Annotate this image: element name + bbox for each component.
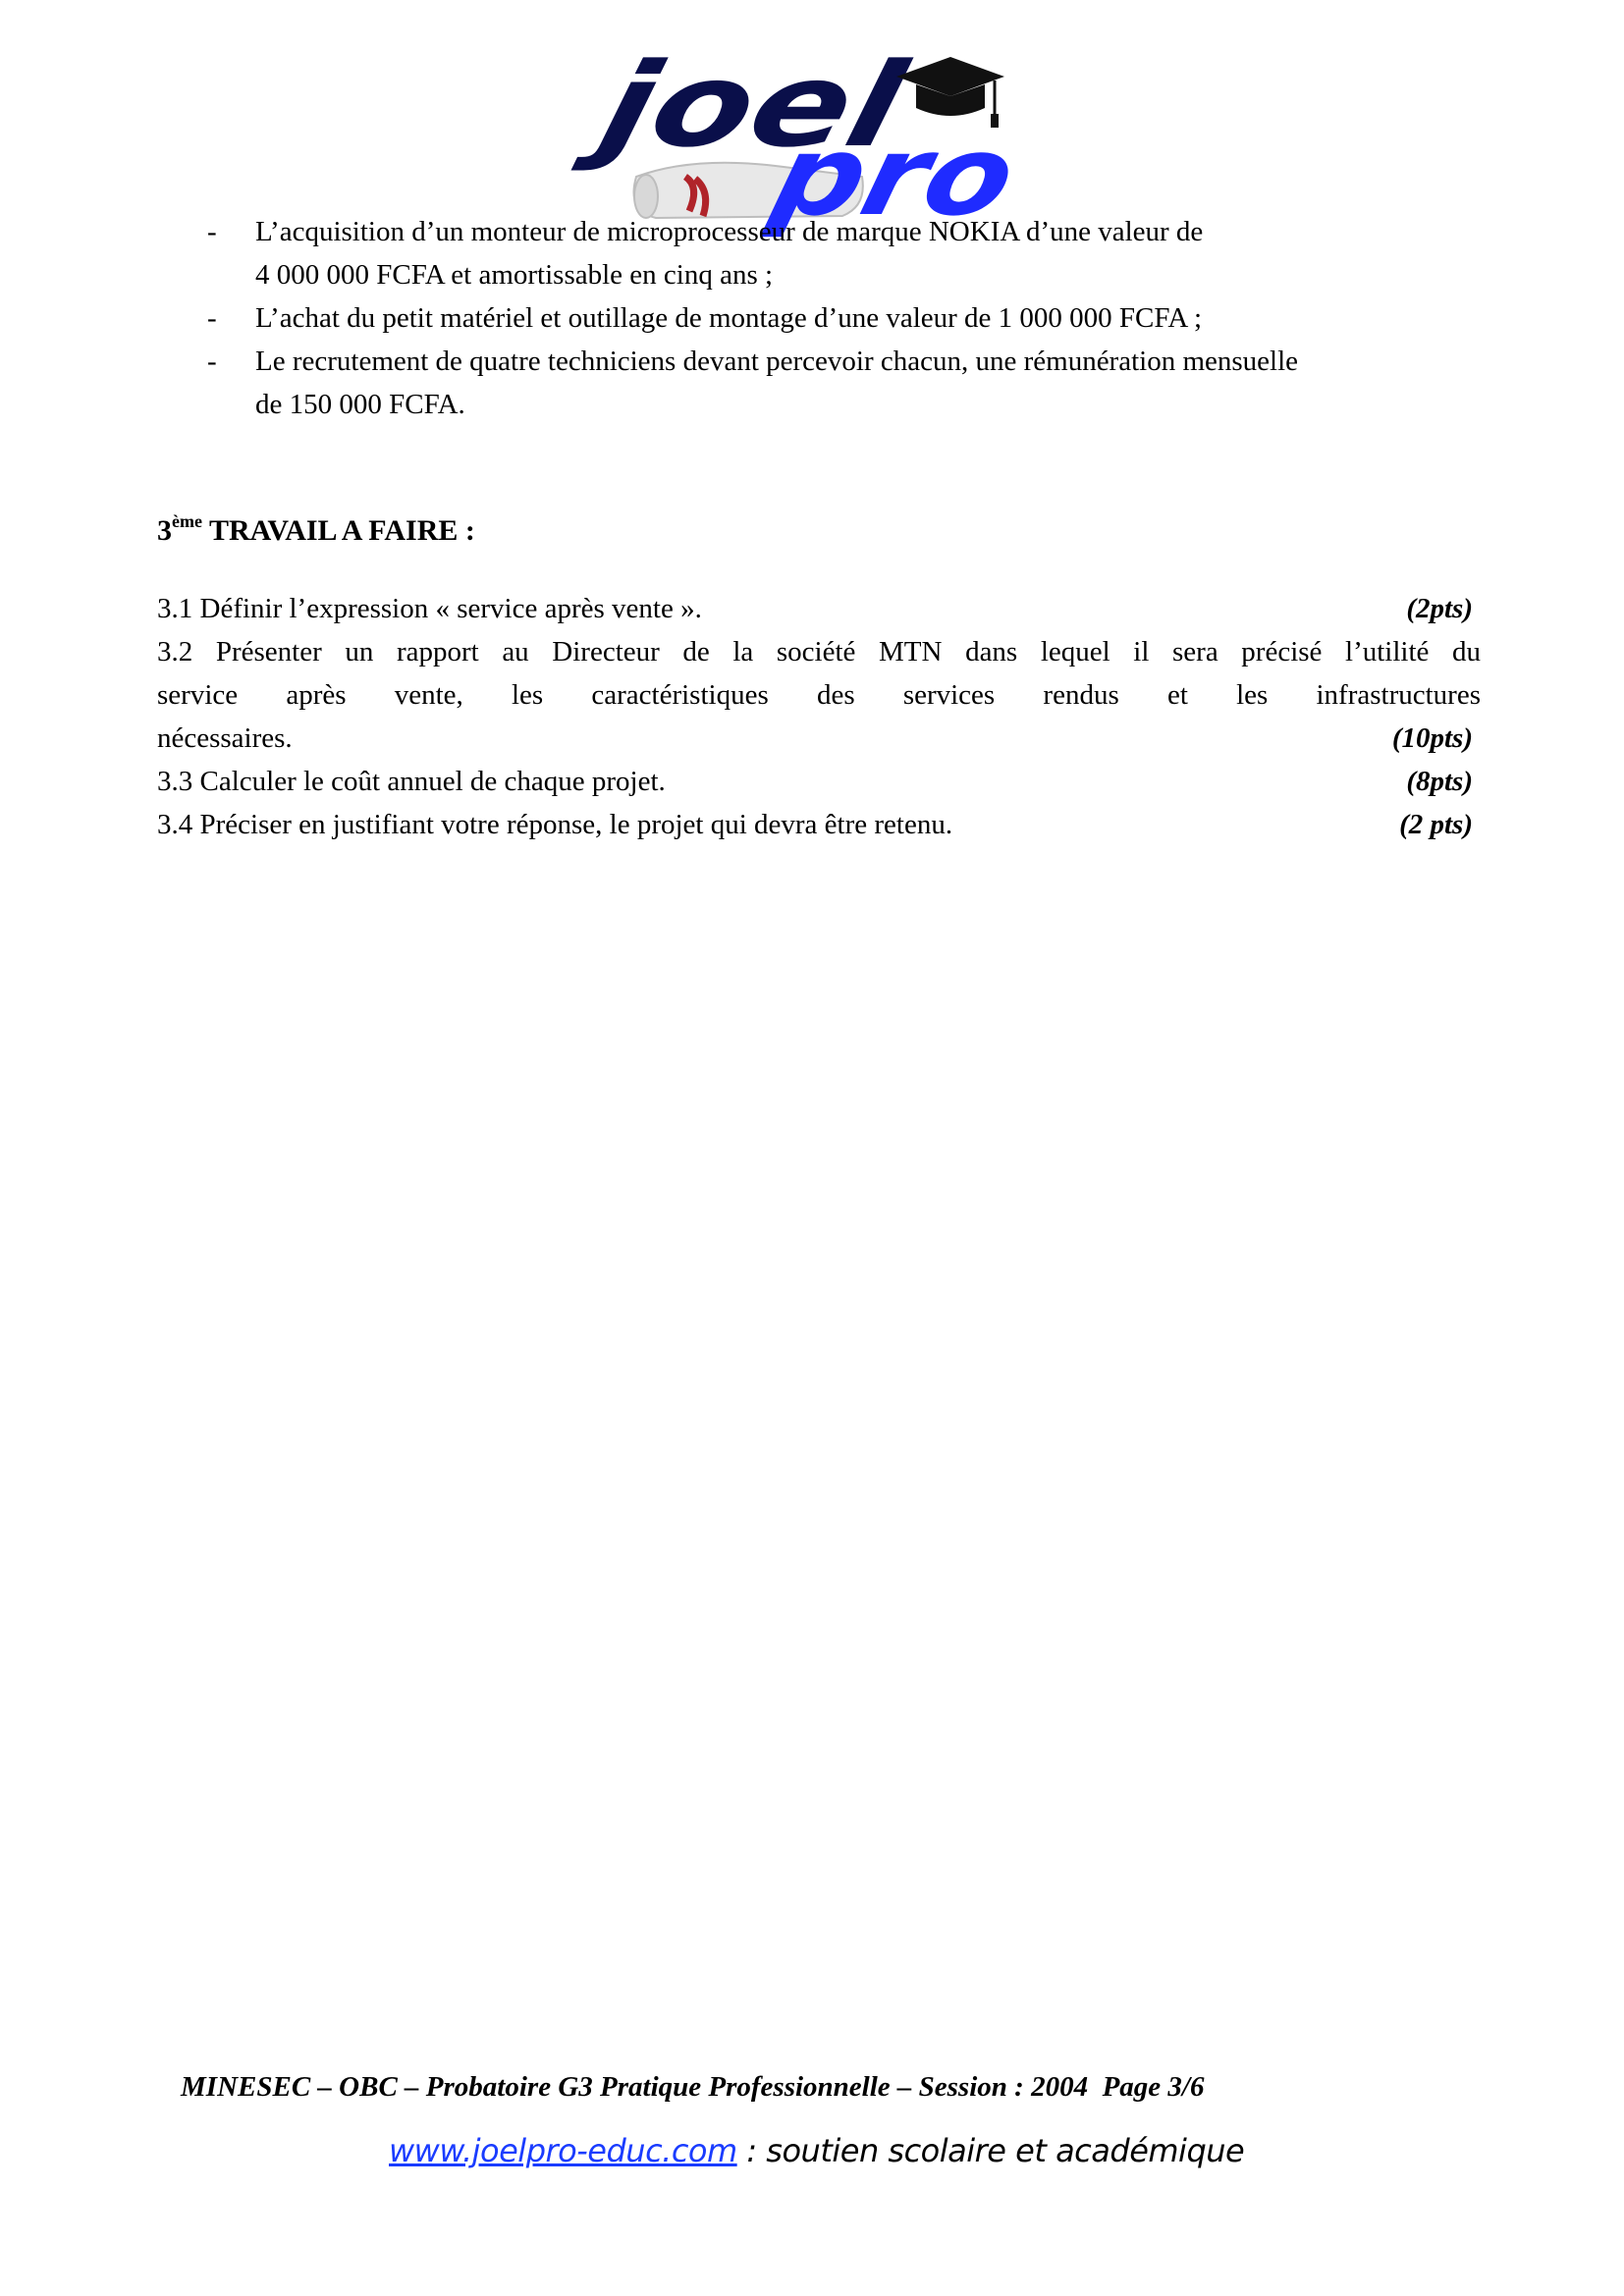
website-line [389,2132,1244,2169]
task-list [157,587,1481,846]
joelpro-logo [588,29,1049,240]
bullet-text: L’acquisition d’un monteur de microprocesseur de marque NOKIA d’une valeur de 4 000 000 FCFA et amortissable en cinq ans ; [255,216,1204,291]
task-3-2-line: service après vente, les caractéristiques des services rendus et les infrastructures [157,679,1481,711]
logo-graphic [588,29,1049,240]
bullet-list [157,210,1481,426]
points-label: (2 pts) [1399,809,1473,840]
points-label: (10pts) [1391,722,1473,754]
list-item [157,296,1481,340]
points-label: (8pts) [1406,766,1473,797]
list-item [157,340,1481,426]
bullet-dash: - [207,216,217,247]
list-item [157,210,1481,296]
task-3-4: 3.4 Préciser en justifiant votre réponse, le projet qui devra être retenu. (2 pts) [157,803,1481,846]
points-label: (2pts) [1406,593,1473,624]
website-tagline: : soutien scolaire et académique [736,2132,1245,2169]
task-3-2-end: nécessaires. (10pts) [157,717,1481,760]
task-3-3: 3.3 Calculer le coût annuel de chaque projet. (8pts) [157,760,1481,803]
bullet-dash: - [207,346,217,377]
bullet-text: Le recrutement de quatre techniciens devant percevoir chacun, une rémunération mensuelle de 150 000 FCFA. [255,346,1299,420]
logo-word-joel: joel [588,38,860,174]
task-3-1: 3.1 Définir l’expression « service après vente ». (2pts) [157,587,1481,630]
task-3-2-line: 3.2 Présenter un rapport au Directeur de la société MTN dans lequel il sera précisé l’utilité du [157,636,1481,667]
website-link[interactable]: www.joelpro-educ.com [389,2132,737,2169]
page-footer: MINESEC – OBC – Probatoire G3 Pratique Professionnelle – Session : 2004 Page 3/6 [181,2071,1205,2103]
section-heading: 3ème TRAVAIL A FAIRE : [157,511,475,547]
bullet-text: L’achat du petit matériel et outillage de montage d’une valeur de 1 000 000 FCFA ; [255,302,1203,334]
logo-word-pro: pro [760,111,1001,240]
bullet-dash: - [207,302,217,334]
